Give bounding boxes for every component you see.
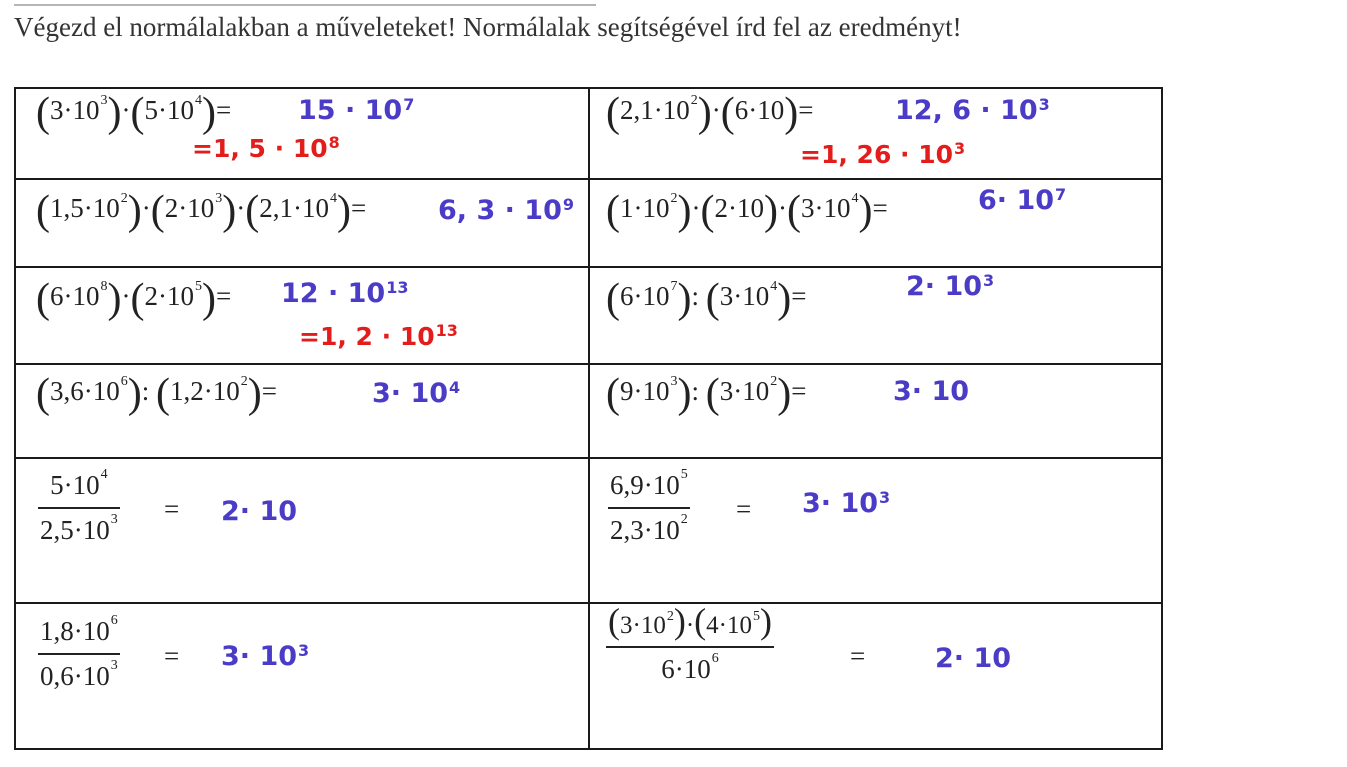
equals-12: = (850, 641, 866, 671)
answer-5: $12 \cdot 10^{13}$ (281, 278, 409, 309)
fraction-12: $\frac{(3\cdot 10^2)\cdot(4\cdot 10^5)}{6\cdot 10^6}$ (608, 601, 772, 684)
top-rule (14, 4, 596, 6)
fraction-11: $\frac{1,8\cdot 10^6}{0,6\cdot 10^3}$ (40, 613, 118, 691)
fraction-9: $\frac{5\cdot 10^4}{2,5\cdot 10^3}$ (40, 467, 118, 545)
answer-8: 3· 10 (893, 376, 970, 407)
expression-2: $(2,1\cdot 10^2)\cdot(6\cdot 10)=$ (606, 90, 814, 136)
fraction-10: $\frac{6,9\cdot 10^5}{2,3\cdot 10^2}$ (610, 467, 688, 545)
equals-11: = (164, 641, 180, 671)
answer-2: 12, $6 \cdot 10^3$ (895, 95, 1050, 126)
expression-5: $(6\cdot 10^8)\cdot(2\cdot 10^5)=$ (36, 276, 232, 322)
answer-6: $2\cdot 10^3$ (906, 271, 995, 302)
equals-9: = (164, 494, 180, 524)
expression-3: $(1,5\cdot 10^2)\cdot(2\cdot 10^3)\cdot(2,1\cdot 10^4)=$ (36, 188, 367, 234)
task-heading: Végezd el normálalakban a műveleteket! Normálalak segítségével írd fel az eredményt! (14, 12, 962, 42)
correction-5: =1, $2 \cdot 10^{13}$ (299, 321, 458, 351)
expression-8: $(9\cdot 10^3)$: $(3\cdot 10^2)=$ (606, 371, 807, 417)
answer-10: $3\cdot 10^3$ (802, 488, 891, 519)
correction-2: =1, $26 \cdot 10^3$ (800, 139, 966, 169)
correction-1: =1, $5 \cdot 10^8$ (192, 133, 340, 163)
expression-7: $(3,6\cdot 10^6)$: $(1,2\cdot 10^2)=$ (36, 371, 277, 417)
equals-10: = (736, 494, 752, 524)
answer-9: 2· 10 (221, 496, 298, 527)
expression-6: $(6\cdot 10^7)$: $(3\cdot 10^4)=$ (606, 276, 807, 322)
expression-1: $(3\cdot 10^3)\cdot(5\cdot 10^4)=$ (36, 90, 232, 136)
answer-3: 6, $3 \cdot 10^9$ (438, 195, 575, 226)
column-divider (588, 89, 590, 748)
answer-11: $3\cdot 10^3$ (221, 641, 310, 672)
answer-4: $6\cdot 10^7$ (978, 185, 1067, 216)
answer-1: $15 \cdot 10^7$ (298, 95, 415, 126)
answer-7: $3\cdot 10^4$ (372, 378, 461, 409)
expression-4: $(1\cdot 10^2)\cdot(2\cdot 10)\cdot(3\cdot 10^4)=$ (606, 188, 888, 234)
answer-12: 2· 10 (935, 643, 1012, 674)
